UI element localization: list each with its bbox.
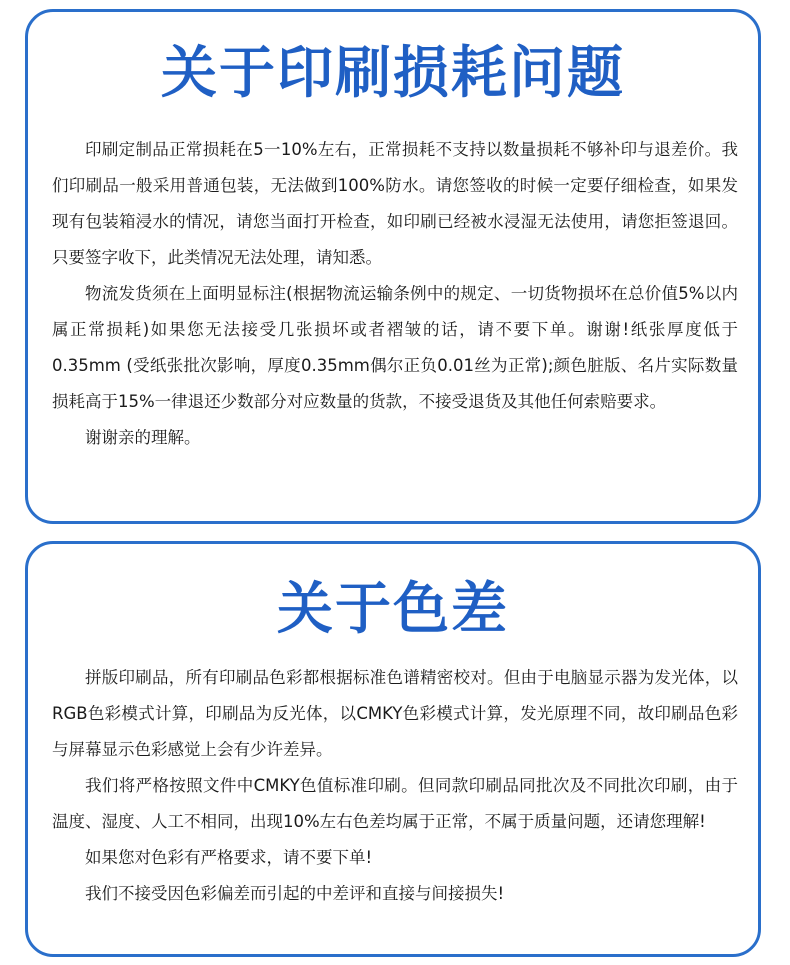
printing-loss-title: 关于印刷损耗问题 (161, 41, 625, 106)
color-difference-title: 关于色差 (277, 577, 509, 642)
printing-loss-card (25, 9, 761, 524)
printing-loss-body (28, 124, 758, 456)
color-difference-paragraph-4: 我们不接受因色彩偏差而引起的中差评和直接与间接损失! (85, 884, 505, 903)
color-difference-card (25, 541, 761, 957)
printing-loss-paragraph-3: 谢谢亲的理解。 (85, 428, 201, 447)
printing-loss-paragraph-1: 印刷定制品正常损耗在5一10%左右，正常损耗不支持以数量损耗不够补印与退差价。我们印刷品一般采用普通包装，无法做到100%防水。请您签收的时候一定要仔细检查，如果发现有包装箱浸水的情况，请您当面打开检查，如印刷已经被水浸湿无法使用，请您拒签退回。只要签字收下，此类情况无法处理，请知悉。 (52, 140, 738, 267)
color-difference-paragraph-3: 如果您对色彩有严格要求，请不要下单! (85, 848, 373, 867)
printing-loss-paragraph-2: 物流发货须在上面明显标注(根据物流运输条例中的规定、一切货物损坏在总价值5%以内属正常损耗)如果您无法接受几张损坏或者褶皱的话，请不要下单。谢谢!纸张厚度低于0.35mm (受纸张批次影响，厚度0.35mm偶尔正负0.01丝为正常);颜色脏版、名片实际数量损耗高于15%一律退还少数部分对应数量的货款，不接受退货及其他任何索赔要求。 (52, 284, 738, 411)
color-difference-paragraph-1: 拼版印刷品，所有印刷品色彩都根据标准色谱精密校对。但由于电脑显示器为发光体，以RGB色彩模式计算，印刷品为反光体，以CMKY色彩模式计算，发光原理不同，故印刷品色彩与屏幕显示色彩感觉上会有少许差异。 (52, 668, 738, 759)
color-difference-body (28, 650, 758, 912)
color-difference-paragraph-2: 我们将严格按照文件中CMKY色值标准印刷。但同款印刷品同批次及不同批次印刷，由于温度、湿度、人工不相同，出现10%左右色差均属于正常，不属于质量问题，还请您理解! (52, 776, 738, 831)
